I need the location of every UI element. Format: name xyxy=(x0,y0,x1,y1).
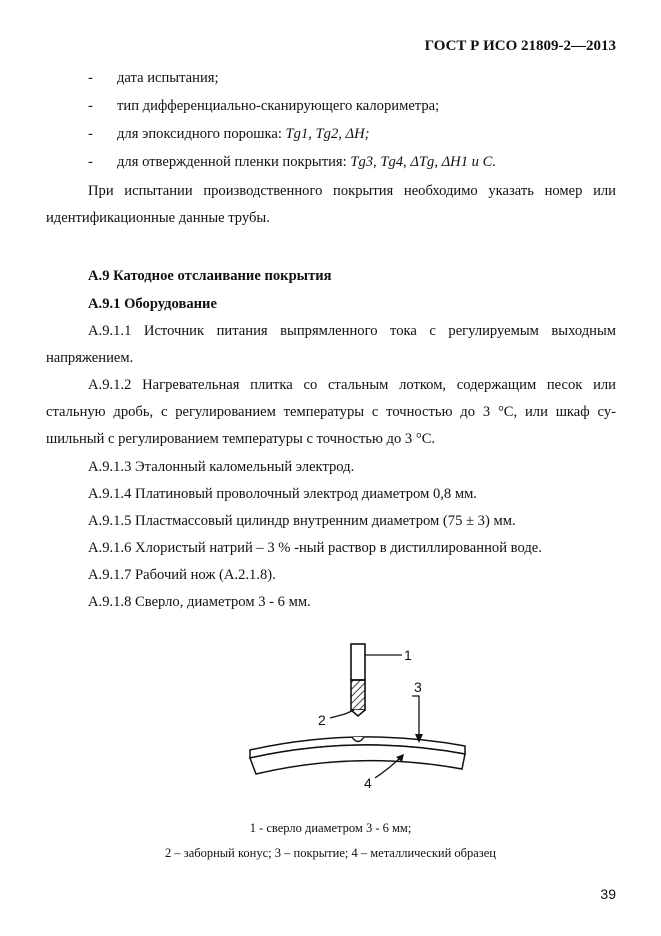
paragraph-line: При испытании производственного покрытия необходимо указать номер или xyxy=(88,183,616,199)
figure-label-3: 3 xyxy=(414,679,422,695)
drill-figure xyxy=(0,630,661,810)
paragraph-line: А.9.1.2 Нагревательная плитка со стальным лотком, содержащим песок или xyxy=(88,377,616,393)
paragraph-line: А.9.1.3 Эталонный каломельный электрод. xyxy=(88,459,355,475)
section-heading-a9: А.9 Катодное отслаивание покрытия xyxy=(88,268,332,284)
list-dash: - xyxy=(88,98,93,114)
drill-shape xyxy=(351,644,365,716)
page-number: 39 xyxy=(600,886,616,902)
paragraph-line: стальную дробь, с регулированием температуры с точностью до 3 °С, или шкаф су- xyxy=(46,404,616,420)
list-item-text: дата испытания; xyxy=(117,70,219,86)
figure-label-1: 1 xyxy=(404,647,412,663)
list-item-text xyxy=(117,154,496,171)
leader-line-2 xyxy=(330,710,354,718)
figure-label-2: 2 xyxy=(318,712,326,728)
paragraph-line: идентификационные данные трубы. xyxy=(46,210,270,226)
film-variables: Tg3, Tg4, ΔTg, ΔH1 и C. xyxy=(350,154,496,170)
coated-sample-shape xyxy=(250,737,465,774)
paragraph-line: А.9.1.1 Источник питания выпрямленного тока с регулируемым выходным xyxy=(88,323,616,339)
document-header: ГОСТ Р ИСО 21809-2—2013 xyxy=(424,38,616,54)
paragraph-line: А.9.1.5 Пластмассовый цилиндр внутренним диаметром (75 ± 3) мм. xyxy=(88,513,516,529)
figure-caption-line: 1 - сверло диаметром 3 - 6 мм; xyxy=(249,821,412,835)
list-dash: - xyxy=(88,70,93,86)
paragraph-line: напряжением. xyxy=(46,350,134,366)
figure-label-4: 4 xyxy=(364,775,372,791)
list-item-text: тип дифференциально-сканирующего калориметра; xyxy=(117,98,440,114)
paragraph-line: А.9.1.7 Рабочий нож (А.2.1.8). xyxy=(88,567,276,583)
list-dash: - xyxy=(88,154,93,170)
list-dash: - xyxy=(88,126,93,142)
leader-line-3 xyxy=(412,696,419,738)
section-heading-a91: А.9.1 Оборудование xyxy=(88,296,217,312)
list-item-text xyxy=(117,126,370,143)
paragraph-line: шильный с регулированием температуры с точностью до 3 °С. xyxy=(46,431,436,447)
epoxy-variables: Tg1, Tg2, ΔH; xyxy=(285,126,370,142)
paragraph-line: А.9.1.8 Сверло, диаметром 3 - 6 мм. xyxy=(88,594,311,610)
list-item-prefix: для эпоксидного порошка: xyxy=(117,126,286,142)
paragraph-line: А.9.1.6 Хлористый натрий – 3 % -ный раствор в дистиллированной воде. xyxy=(88,540,542,556)
figure-caption-line: 2 – заборный конус; 3 – покрытие; 4 – металлический образец xyxy=(165,846,496,860)
paragraph-line: А.9.1.4 Платиновый проволочный электрод диаметром 0,8 мм. xyxy=(88,486,477,502)
list-item-prefix: для отвержденной пленки покрытия: xyxy=(117,154,351,170)
